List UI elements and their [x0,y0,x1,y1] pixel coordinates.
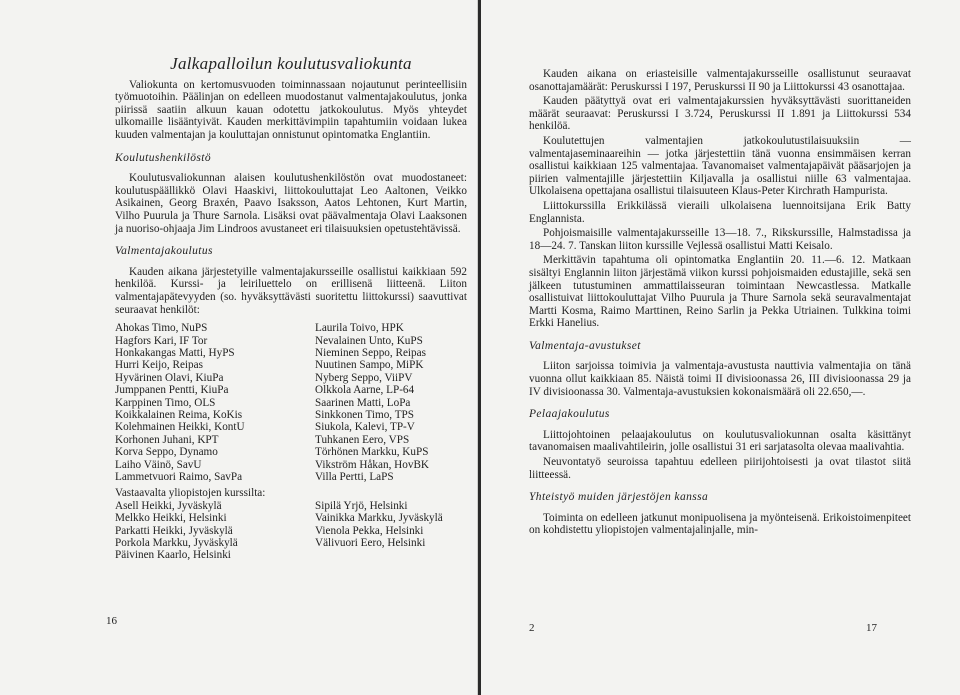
list-item: Hagfors Kari, IF Tor [115,334,208,347]
list-item: Honkakangas Matti, HyPS [115,346,235,359]
list-item: Nevalainen Unto, KuPS [315,334,423,347]
list-item: Törhönen Markku, KuPS [315,446,429,459]
list-item: Välivuori Eero, Helsinki [315,537,426,549]
list-item: Vienola Pekka, Helsinki [315,524,424,537]
section-heading-valmentajakoulutus: Valmentajakoulutus [115,245,213,258]
paragraph: Neuvontatyö seuroissa tapahtuu edelleen piirijohtoisesti ja ovat tilastot siitä liitteessä. [529,456,911,481]
section-heading-koulutushenkilosto: Koulutushenkilöstö [115,151,212,164]
paragraph: Toiminta on edelleen jatkunut monipuolisena ja myönteisenä. Erikoistoimenpiteet on kohdistettu yliopistojen valmentajalinjalle, min- [529,511,911,537]
list-item: Nuutinen Sampo, MiPK [315,359,424,372]
list-item: Parkatti Heikki, Jyväskylä [115,524,233,537]
footer-mark: 2 [529,622,535,634]
list-item: Porkola Markku, Jyväskylä [115,537,238,549]
list-item: Korhonen Juhani, KPT [115,433,219,446]
list-item: Tuhkanen Eero, VPS [315,433,410,446]
page-number-left: 16 [106,615,117,627]
list-item: Sipilä Yrjö, Helsinki [315,499,408,512]
page-title: Jalkapalloilun koulutusvaliokunta [170,54,412,73]
paragraph: Kauden päätyttyä ovat eri valmentajakurssien hyväksyttävästi suorittaneiden määrät seuraavat: Peruskurssi I 3.724, Peruskurssi II 1.891 ja Liittokurssi 534 henkilöä. [529,95,911,133]
right-text-column [529,68,911,539]
university-course-label: Vastaavalta yliopistojen kurssilta: [115,487,266,500]
list-item: Siukola, Kalevi, TP-V [315,421,415,434]
paragraph: Liittokurssilla Erikkilässä vieraili ulkolaisena luennoitsijana Erik Batty Englannista. [529,199,911,225]
list-item: Nieminen Seppo, Reipas [315,346,426,359]
paragraph: Liiton sarjoissa toimivia ja valmentaja-avustusta nauttivia valmentajia on tänä vuonna ollut kaikkiaan 85. Näistä toimi II divisioonassa 26, III divisioonassa 29 ja IV divisioonassa 30. Valmentaja-avustuksien kokonaismäärä oli 22.650,—. [529,360,911,398]
list-item: Olkkola Aarne, LP-64 [315,384,415,397]
list-item: Sinkkonen Timo, TPS [315,408,414,421]
list-item: Saarinen Matti, LoPa [315,396,411,409]
list-item: Nyberg Seppo, ViiPV [315,371,413,384]
list-item: Laiho Väinö, SavU [115,458,202,471]
list-item: Kolehmainen Heikki, KontU [115,421,245,434]
list-item: Koikkalainen Reima, KoKis [115,408,243,421]
paragraph: Koulutettujen valmentajien jatkokoulutustilaisuuksiin — valmentajaseminaareihin — jotka järjestettiin tänä vuonna ensimmäisen kerran osallistui kaikkiaan 125 valmentajaa. Tavanomaiset valmentajapäivät pääsarjojen ja piirien valmentajille järjestettiin Kiljavalla ja osallistui niille 63 valmentajaa. Ulkolaisena opettajana osallistui tilaisuuteen Klaus-Peter Kirchrath Hampurista. [529,134,911,198]
list-item: Villa Pertti, LaPS [315,470,394,483]
list-item: Asell Heikki, Jyväskylä [115,499,222,512]
paragraph: Pohjoismaisille valmentajakursseille 13—18. 7., Rikskurssille, Halmstadissa ja 18—24. 7. Tanskan liiton kurssille Vejlessä osallistui Matti Keisalo. [529,227,911,252]
section-paragraph-koulutushenkilosto: Koulutusvaliokunnan alaisen koulutushenkilöstön ovat muodostaneet: koulutuspäällikkö Olavi Haaskivi, liittokouluttajat Leo Aaltonen, Veikko Asikainen, Georg Braxén, Paavo Isaksson, Aatos Lehtonen, Kurt Martin, Vilho Puurula ja Thure Sarnola. Lisäksi ovat päävalmentaja Olavi Laaksonen ja nuoriso-ohjaaja Jim Lindroos avustaneet eri tilaisuuksien opetustehtävissä. [115,172,467,235]
section-heading-valmentaja-avustukset: Valmentaja-avustukset [529,339,641,352]
list-item: Hurri Keijo, Reipas [115,359,203,372]
left-page [0,0,478,695]
intro-paragraph: Valiokunta on kertomusvuoden toiminnassaan nojautunut perinteellisiin työmuotoihin. Päälinjan on edelleen muodostanut valmentajakoulutus, jonka piirissä saatiin alkuun kauan odotettu jatkokoulutus. Myös yhteydet ulkomaille lisääntyivät. Kauden merkittävimpiin tapahtumiin voidaan lukea kuuden valmentajan ja kouluttajan onnistunut opintomatka Englantiin. [115,78,467,141]
paragraph: Liittojohtoinen pelaajakoulutus on koulutusvaliokunnan osalta käsittänyt tavanomaisen maalivahtileirin, jolle osallistui 31 eri sarjatasolta olevaa maalivahtia. [529,428,911,454]
list-item: Lammetvuori Raimo, SavPa [115,470,243,483]
list-item: Jumppanen Pentti, KiuPa [115,384,229,397]
list-item: Päivinen Kaarlo, Helsinki [115,549,231,562]
qualified-names-list [115,322,467,562]
left-text-column [115,54,467,562]
list-item: Korva Seppo, Dynamo [115,446,218,459]
list-item: Laurila Toivo, HPK [315,322,404,335]
section-heading-yhteistyo: Yhteistyö muiden järjestöjen kanssa [529,491,709,504]
section-heading-pelaajakoulutus: Pelaajakoulutus [529,408,610,421]
list-item: Hyvärinen Olavi, KiuPa [115,371,224,384]
list-item: Vikström Håkan, HovBK [315,458,429,471]
list-item: Vainikka Markku, Jyväskylä [315,512,443,525]
paragraph: Kauden aikana on eriasteisille valmentajakursseille osallistunut seuraavat osanottajamäärät: Peruskurssi I 197, Peruskurssi II 90 ja Liittokurssi 43 osanottajaa. [529,68,911,93]
list-item: Melkko Heikki, Helsinki [115,512,227,525]
list-item: Ahokas Timo, NuPS [115,322,208,335]
list-item [315,549,465,561]
paragraph: Merkittävin tapahtuma oli opintomatka Englantiin 20. 11.—6. 12. Matkaan sisältyi Englannin liiton järjestämä viikon kurssi pohjoismaiden edustajille, sekä sen jälkeen tutustuminen ammattilaisseuran toimintaan Newcastlessa. Matkalle osallistuivat liittokouluttajat Vilho Puurula ja Thure Sarnola sekä seuravalmentajat Martti Kosma, Raimo Marttinen, Reino Sarlin ja Pekka Utriainen. Tulkkina toimi Erkki Hanelius. [529,254,911,330]
list-item: Karppinen Timo, OLS [115,396,216,409]
page-number-right: 17 [866,622,877,634]
right-page [481,0,960,695]
section-paragraph-valmentajakoulutus: Kauden aikana järjestetyille valmentajakursseille osallistui kaikkiaan 592 henkilöä. Kurssi- ja leiriluettelo on erillisenä liitteenä. Liiton valmentajapätevyyden (so. hyväksyttävästi suoritettu liittokurssi) saavuttivat seuraavat henkilöt: [115,265,467,316]
